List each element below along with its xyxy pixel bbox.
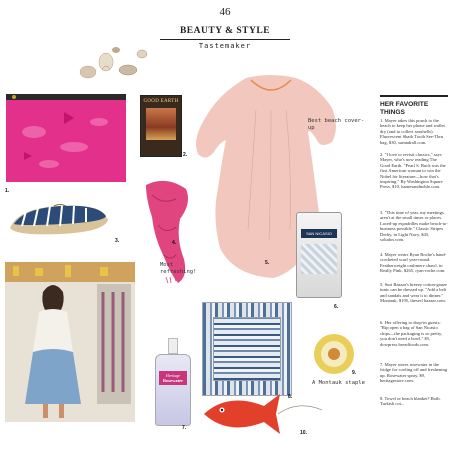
chips-bag-label: SAN NICASIO [301, 229, 337, 238]
item-number: 1. [5, 188, 10, 194]
sidebar-item-2: 2. "I love to revisit classics," says Mayer, who's now reading The Good Earth. "Pearl S. Buck was the first American woman to win the Nobel for literature—how that's inspiring." By Washington Square Press, $10, barnesandnoble.com. [380, 152, 446, 190]
towel-fold [213, 317, 281, 381]
montauk-bowl-image [312, 332, 356, 376]
striped-towel [202, 302, 292, 396]
item-number: 4. [172, 240, 177, 246]
bottle-label [159, 371, 187, 385]
item-number: 8. [288, 394, 293, 400]
section-title: BEAUTY & STYLE [179, 26, 271, 36]
bottle-sprayer [168, 338, 178, 354]
striped-espadrille-image [4, 200, 112, 240]
caption-refreshing: Most refreshing! [160, 262, 197, 275]
sidebar-title: HER FAVORITE THINGS [380, 101, 429, 116]
item-number: 5. [265, 260, 270, 266]
red-fish-image [198, 390, 328, 440]
page-number: 46 [219, 6, 231, 18]
item-number: 10. [300, 430, 307, 436]
portrait-illustration [5, 262, 135, 422]
section-rule [160, 39, 290, 40]
sidebar-item-6: 6. Her offering to drop-in guests: "Rip open a bag of San Nicasio chips—the packaging is so pretty, you don't need a bowl." $5, dowpress breadfoods.com. [380, 320, 443, 347]
caption-staple: A Montauk staple [312, 380, 365, 386]
sidebar-item-3: 3. "This time of year, my meetings aren't at the small times or places. Laced-up espadrilles make beach-to-business possible." Classic Stripes Derby, in Light Navy, $45, soludos.com. [380, 210, 448, 243]
sidebar-item-4: 4. Mayer wears Ryan Roche's hand-crocheted scarf year-round. Featherweight cashmere shawl, in Really Pink, $265, ryan-roche.com. [380, 252, 447, 274]
item-number: 3. [115, 238, 120, 244]
portrait-photo [5, 262, 135, 422]
seashells-image [70, 40, 155, 85]
sidebar-item-7: 7. Mayer stores rosewater in the fridge for cooling off and freshening up. Rosewater spray, $9, heritagestore.com. [380, 362, 448, 384]
sidebar-item-1: 1. Mayer takes this pouch to the beach to keep her phone and wallet dry (and to collect seashells). Fluorescent Shark Tooth See-Thru bag, $30, sarnadrall.com. [380, 118, 445, 145]
pink-pouch-image [4, 92, 130, 184]
sidebar-rule [380, 95, 448, 97]
book-illustration [146, 108, 176, 140]
bottle-product-name: Rosewater [162, 378, 184, 383]
good-earth-book [140, 95, 182, 157]
chips-bag-pattern [301, 244, 337, 274]
book-title: GOOD EARTH [143, 99, 179, 104]
bottle-brand: Heritage [165, 373, 181, 378]
item-number: 7. [182, 425, 187, 431]
chips-bag [296, 212, 342, 298]
sidebar-item-8: 8. Towel or beach blanket? Both. Turkish cot... [380, 396, 441, 407]
rosewater-bottle [154, 338, 192, 426]
item-number: 2. [183, 152, 188, 158]
item-number: 9. [352, 370, 357, 376]
sidebar-item-5: 5. Suri Bazaar's breezy cotton-gauze tunic can be dressed up. "Add a belt and sandals and wear it to dinner." Montauk, $195, theserf bazaar.com. [380, 282, 448, 304]
section-subtitle: Tastemaker [198, 42, 252, 50]
item-number: 6. [334, 304, 339, 310]
caption-coverup: Best beach cover-up [308, 118, 365, 131]
bottle-body [155, 354, 191, 426]
